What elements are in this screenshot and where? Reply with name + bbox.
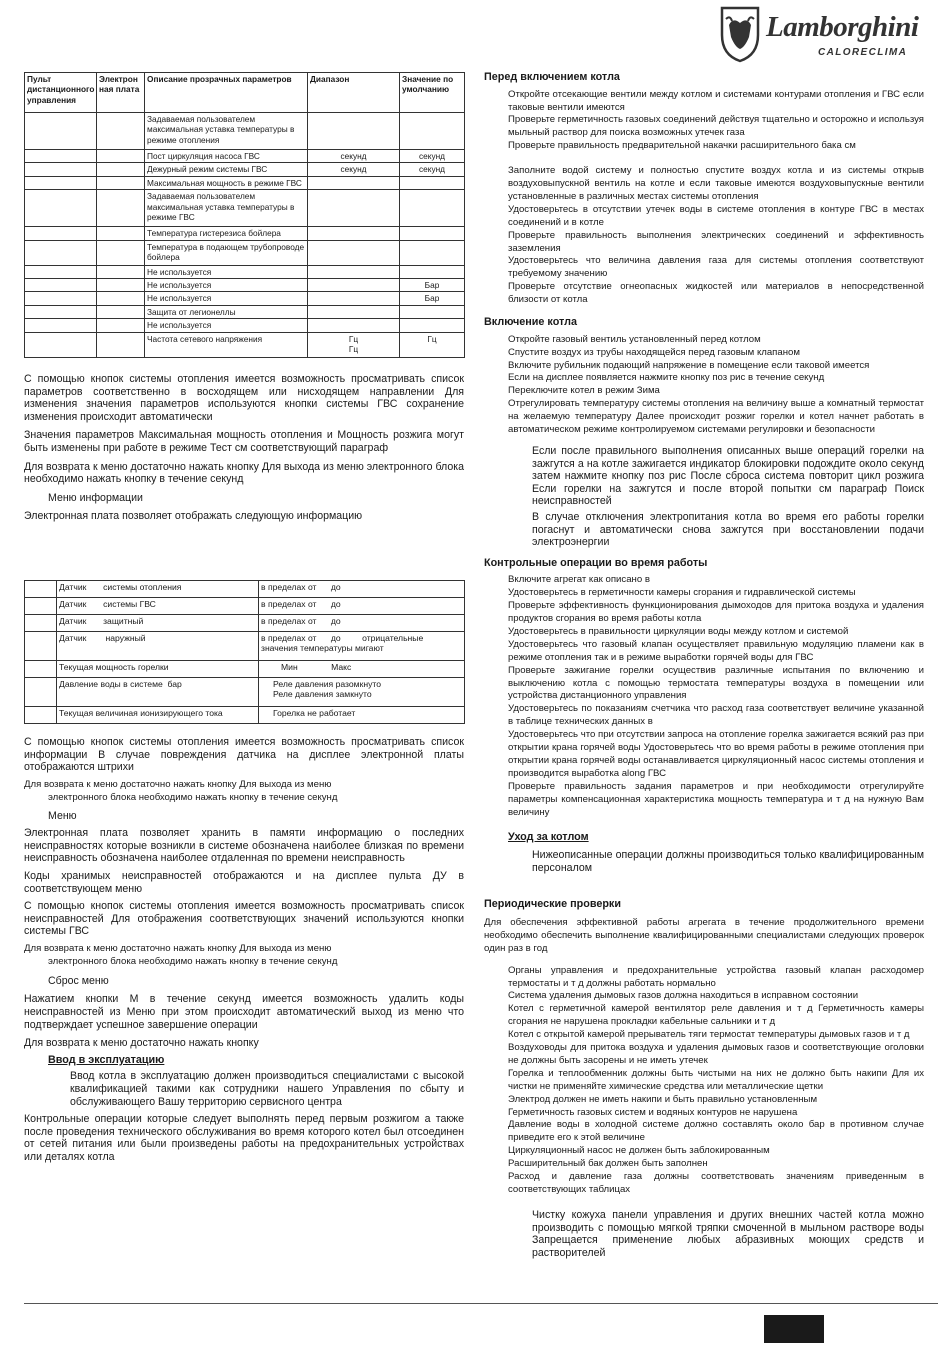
info-range: в пределах от до <box>259 598 465 615</box>
parameter-default <box>400 265 465 278</box>
list <box>484 965 924 1197</box>
table-row <box>25 292 465 305</box>
table-row <box>25 279 465 292</box>
table-row <box>25 661 465 678</box>
brand-subtitle: CALORECLIMA <box>818 47 908 58</box>
board-cell <box>97 150 145 163</box>
info-name: Давление воды в системе бар <box>57 678 259 707</box>
board-cell <box>97 279 145 292</box>
remote-cell <box>25 190 97 227</box>
list-item: Электрод должен не иметь накипи и быть правильно установленным <box>508 1093 818 1105</box>
remote-cell <box>25 176 97 189</box>
parameter-default: Бар <box>400 292 465 305</box>
table-row <box>25 305 465 318</box>
table-row <box>25 598 465 615</box>
parameter-description: Не используется <box>145 279 308 292</box>
list-item: Откройте газовый вентиль установленный перед котлом <box>508 333 761 345</box>
list-item: Проверьте зажигание горелки осуществив различные испытания по включению и выключению котла с помощью термостата температуры воздуха в помещении или устройства дистанционного управления <box>508 664 924 702</box>
list-item: Отрегулировать температуру системы отопления на величину выше а комнатный термостат на желаемую температуру Далее происходит розжиг горелки и котел начнет работать в автоматическом режиме контролируемом системами регулировки и безопасности <box>508 398 924 436</box>
table-row <box>25 227 465 240</box>
parameter-range: секунд <box>308 163 400 176</box>
brand-logo <box>718 5 933 65</box>
list-item: Горелка и теплообменник должны быть чистыми на них не должно быть накипи Для их чистки не применяйте химические средства или металлические щетки <box>508 1067 924 1092</box>
section-label-reset-menu: Сброс меню <box>48 974 109 987</box>
note: Нижеописанные операции должны производиться только квалифицированным персоналом <box>532 849 924 874</box>
info-range: Горелка не работает <box>259 707 465 724</box>
table-row <box>25 615 465 632</box>
section-heading-before-start: Перед включением котла <box>484 71 620 83</box>
parameter-range: секунд <box>308 150 400 163</box>
table-row <box>25 678 465 707</box>
board-cell <box>97 113 145 150</box>
paragraph: электронного блока необходимо нажать кнопку в течение секунд <box>48 791 338 803</box>
section-heading-care: Уход за котлом <box>508 830 589 843</box>
parameter-range <box>308 319 400 332</box>
column-header: Диапазон <box>308 73 400 113</box>
parameter-description: Дежурный режим системы ГВС <box>145 163 308 176</box>
info-range: в пределах от до <box>259 615 465 632</box>
list-item: Проверьте герметичность газовых соединений действуя тщательно и осторожно и используя мыльный раствор для поиска возможных утечек газа <box>508 114 924 139</box>
board-cell <box>97 240 145 265</box>
table-row <box>25 176 465 189</box>
parameter-default <box>400 227 465 240</box>
list-item: Проверьте эффективность функционирования дымоходов для притока воздуха и удаления продуктов сгорания во время работы котла <box>508 600 924 624</box>
board-cell <box>97 305 145 318</box>
code-cell <box>25 678 57 707</box>
parameter-default <box>400 305 465 318</box>
parameter-description: Температура гистерезиса бойлера <box>145 227 308 240</box>
info-name: Датчик системы ГВС <box>57 598 259 615</box>
table-row <box>25 319 465 332</box>
paragraph: С помощью кнопок системы отопления имеется возможность просматривать список неисправностей Для отображения соответствующих значений используются кнопки системы ГВС <box>24 900 464 938</box>
table-row <box>25 163 465 176</box>
parameters-table <box>24 72 465 358</box>
bull-shield-icon <box>718 5 762 63</box>
column-header: Описание прозрачных параметров <box>145 73 308 113</box>
paragraph: Для обеспечения эффективной работы агрегата в течение продолжительного времени необходимо обеспечить выполнение квалифицированными специалистами следующих проверок один раз в год <box>484 916 924 954</box>
paragraph: С помощью кнопок системы отопления имеется возможность просматривать список информации В случае повреждения датчика на дисплее электронной платы отображаются штрихи <box>24 736 464 774</box>
remote-cell <box>25 240 97 265</box>
paragraph: Нажатием кнопки М в течение секунд имеется возможность удалить коды неисправностей из Меню при этом происходит автоматический выход из меню что подтверждает успешное завершение операции <box>24 993 464 1031</box>
parameter-description: Защита от легионеллы <box>145 305 308 318</box>
code-cell <box>25 581 57 598</box>
list-item: Проверьте отсутствие огнеопасных жидкостей или материалов в непосредственной близости от котла <box>508 281 924 306</box>
info-range: в пределах от до отрицательные значения температуры мигают <box>259 632 465 661</box>
list <box>484 89 924 308</box>
info-name: Датчик защитный <box>57 615 259 632</box>
board-cell <box>97 265 145 278</box>
left-column <box>24 373 464 523</box>
list-item: Включите агрегат как описано в <box>508 574 650 586</box>
list-item: Проверьте правильность выполнения электрических соединений и эффективность заземления <box>508 229 924 254</box>
remote-cell <box>25 292 97 305</box>
list-item: Давление воды в холодной системе должно составлять около бар в противном случае приведите его к этой величине <box>508 1119 924 1144</box>
info-name: Датчик наружный <box>57 632 259 661</box>
remote-cell <box>25 113 97 150</box>
parameter-description: Частота сетевого напряжения <box>145 332 308 357</box>
column-header: Электрон ная плата <box>97 73 145 113</box>
parameter-default: секунд <box>400 150 465 163</box>
info-name: Текущая мощность горелки <box>57 661 259 678</box>
list-item: Котел с герметичной камерой вентилятор реле давления и т д Герметичность камеры сгорания не нарушена прокладки кабельные сальники и т д <box>508 1003 924 1028</box>
list-item: Проверьте правильность задания параметров и при необходимости отрегулируйте параметры компенсационная характеристика мощность температура и т д на нужную Вам величину <box>508 780 924 818</box>
list-item: Герметичность газовых систем и водяных контуров не нарушена <box>508 1106 798 1118</box>
paragraph: Ввод котла в эксплуатацию должен производиться специалистами с высокой квалификацией такими как сотрудники нашего Управления по сбыту и обслуживающего Вашу территорию сервисного центра <box>70 1070 464 1108</box>
code-cell <box>25 707 57 724</box>
board-cell <box>97 163 145 176</box>
parameter-default <box>400 240 465 265</box>
parameter-description: Пост циркуляция насоса ГВС <box>145 150 308 163</box>
remote-cell <box>25 227 97 240</box>
list-item: Система удаления дымовых газов должна находиться в исправном состоянии <box>508 990 859 1002</box>
remote-cell <box>25 265 97 278</box>
table-row <box>25 150 465 163</box>
code-cell <box>25 632 57 661</box>
list-item: Расход и давление газа должны соответствовать значениям приведенным в соответствующих таблицах <box>508 1171 924 1195</box>
info-range: в пределах от до <box>259 581 465 598</box>
paragraph: Для возврата к меню достаточно нажать кнопку Для выхода из меню <box>24 942 332 954</box>
remote-cell <box>25 305 97 318</box>
paragraph: Для возврата к меню достаточно нажать кнопку Для выхода из меню <box>24 778 332 790</box>
board-cell <box>97 190 145 227</box>
code-cell <box>25 598 57 615</box>
parameter-default <box>400 113 465 150</box>
table-row <box>25 240 465 265</box>
table-row <box>25 265 465 278</box>
table-row <box>25 707 465 724</box>
paragraph: Значения параметров Максимальная мощность отопления и Мощность розжига могут быть изменены при работе в режиме Тест см соответствующий параграф <box>24 429 464 454</box>
footer-divider <box>24 1303 938 1304</box>
remote-cell <box>25 150 97 163</box>
column-header: Значение по умолчанию <box>400 73 465 113</box>
section-label-menu: Меню <box>48 809 77 822</box>
parameter-description: Не используется <box>145 265 308 278</box>
paragraph: С помощью кнопок системы отопления имеется возможность просматривать список параметров соответственно в восходящем или нисходящем направлении Для изменения значения параметров используются кнопки системы ГВС сохранение изменения происходит автоматически <box>24 373 464 423</box>
paragraph: Электронная плата позволяет хранить в памяти информацию о последних неисправностях которые возникли в системе обозначена наиболее близкая по времени неисправность обозначена наиболее отдаленная по времени неисправность <box>24 827 464 865</box>
parameter-range <box>308 227 400 240</box>
info-range: Мин Макс <box>259 661 465 678</box>
list-item: Удостоверьтесь в правильности циркуляции воды между котлом и системой <box>508 625 849 637</box>
code-cell <box>25 615 57 632</box>
column-header: Пульт дистанционного управления <box>25 73 97 113</box>
info-range: Реле давления разомкнуто Реле давления замкнуто <box>259 678 465 707</box>
note: Если после правильного выполнения описанных выше операций горелки на зажгутся а на котле зажигается индикатор блокировки подождите около секунд затем нажмите кнопку поз рис После сброса система повторит цикл розжига Если горелки на зажгутся и после второй попытки см параграф Поиск неисправностей <box>532 444 924 508</box>
list-item: Удостоверьтесь по показаниям счетчика что расход газа соответствует величине указанной в таблице технических данных в <box>508 703 924 728</box>
table-row <box>25 581 465 598</box>
list-item: Органы управления и предохранительные устройства газовый клапан расходомер термостаты и т д должны работать нормально <box>508 964 924 989</box>
parameter-range <box>308 279 400 292</box>
paragraph: электронного блока необходимо нажать кнопку в течение секунд <box>48 955 338 967</box>
section-label-info-menu: Меню информации <box>48 491 143 504</box>
parameter-description: Не используется <box>145 319 308 332</box>
board-cell <box>97 176 145 189</box>
table-row <box>25 632 465 661</box>
table-header-row <box>25 73 465 113</box>
list-item: Удостоверьтесь что газовый клапан осуществляет правильную модуляцию пламени как в режиме отопления так и в режиме выработки горячей воды для ГВС <box>508 638 924 663</box>
parameter-default <box>400 176 465 189</box>
page-number-box <box>764 1315 824 1343</box>
parameter-range <box>308 176 400 189</box>
table-row <box>25 190 465 227</box>
table-row <box>25 113 465 150</box>
list-item: Спустите воздух из трубы находящейся перед газовым клапаном <box>508 346 800 358</box>
parameter-description: Температура в подающем трубопроводе бойлера <box>145 240 308 265</box>
section-heading-commissioning: Ввод в эксплуатацию <box>48 1053 165 1066</box>
info-table <box>24 580 465 724</box>
remote-cell <box>25 163 97 176</box>
table-row <box>25 332 465 357</box>
list-item: Включите рубильник подающий напряжение в помещение если таковой имеется <box>508 359 870 371</box>
note: В случае отключения электропитания котла во время его работы горелки погаснут и автоматически снова зажгутся при восстановлении подачи электроэнергии <box>532 510 924 549</box>
section-heading-periodic: Периодические проверки <box>484 898 621 911</box>
parameter-range <box>308 240 400 265</box>
board-cell <box>97 292 145 305</box>
right-column <box>484 71 924 1259</box>
paragraph: Контрольные операции которые следует выполнять перед первым розжигом а также после проведения технического обслуживания во время которого котел был отсоединен от сетей питания или были произведены работы на предохранительных устройствах или деталях котла <box>24 1113 464 1163</box>
note: Чистку кожуха панели управления и других внешних частей котла можно производить с помощью мягкой тряпки смоченной в мыльном растворе воды Запрещается применение любых абразивных моющих средств и растворителей <box>532 1208 924 1259</box>
board-cell <box>97 227 145 240</box>
parameter-default <box>400 319 465 332</box>
parameter-default: Гц <box>400 332 465 357</box>
parameter-default <box>400 190 465 227</box>
list <box>484 574 924 819</box>
parameter-description: Не используется <box>145 292 308 305</box>
info-name: Датчик системы отопления <box>57 581 259 598</box>
list-item: Циркуляционный насос не должен быть заблокированным <box>508 1145 770 1157</box>
list-item: Удостоверьтесь что при отсутствии запроса на отопление горелка зажигается всякий раз при открытии крана горячей воды Удостоверьтесь что во время работы в режиме отопления при открытии крана горячей воды останавливается циркуляционный насос системы отопления и производится выработка along ГВС <box>508 729 924 779</box>
list-item: Удостоверьтесь что величина давления газа для системы отопления соответствуют требуемому значению <box>508 255 924 280</box>
paragraph: Коды хранимых неисправностей отображаются и на дисплее пульта ДУ в соответствующем меню <box>24 869 464 895</box>
section-heading-boiler-start: Включение котла <box>484 316 578 329</box>
parameter-range <box>308 190 400 227</box>
remote-cell <box>25 332 97 357</box>
board-cell <box>97 319 145 332</box>
parameter-range: Гц Гц <box>308 332 400 357</box>
info-name: Текущая величиная ионизирующего тока <box>57 707 259 724</box>
brand-name: Lamborghini <box>766 11 919 43</box>
parameter-default: секунд <box>400 163 465 176</box>
remote-cell <box>25 319 97 332</box>
parameter-range <box>308 113 400 150</box>
list-item: Удостоверьтесь в отсутствии утечек воды в системе отопления в контуре ГВС в местах соединений и в котле <box>508 203 924 228</box>
list-item: Удостоверьтесь в герметичности камеры сгорания и гидравлической системы <box>508 587 856 599</box>
list-item: Котел с открытой камерой прерыватель тяги термостат температуры дымовых газов и т д <box>508 1029 910 1041</box>
list-item: Переключите котел в режим Зима <box>508 385 660 397</box>
paragraph: Для возврата к меню достаточно нажать кнопку <box>24 1037 259 1050</box>
board-cell <box>97 332 145 357</box>
parameter-range <box>308 305 400 318</box>
code-cell <box>25 661 57 678</box>
list <box>484 334 924 437</box>
parameter-range <box>308 265 400 278</box>
remote-cell <box>25 279 97 292</box>
list-item: Откройте отсекающие вентили между котлом и системами контурами отопления и ГВС если таковые вентили имеются <box>508 88 924 113</box>
parameter-description: Максимальная мощность в режиме ГВС <box>145 176 308 189</box>
parameter-range <box>308 292 400 305</box>
left-column-lower <box>24 736 464 1163</box>
list-item: Проверьте правильность предварительной накачки расширительного бака см <box>508 140 856 152</box>
parameter-default: Бар <box>400 279 465 292</box>
list-item: Воздуховоды для притока воздуха и удаления дымовых газов и соответствующие оголовки не должны быть засорены и не иметь утечек <box>508 1042 924 1066</box>
paragraph: Для возврата к меню достаточно нажать кнопку Для выхода из меню электронного блока необходимо нажать кнопку в течение секунд <box>24 460 464 486</box>
list-item: Если на дисплее появляется нажмите кнопку поз рис в течение секунд <box>508 372 825 384</box>
parameter-description: Задаваемая пользователем максимальная уставка температуры в режиме ГВС <box>145 190 308 227</box>
parameter-description: Задаваемая пользователем максимальная уставка температуры в режиме отопления <box>145 113 308 150</box>
list-item: Расширительный бак должен быть заполнен <box>508 1158 708 1170</box>
list-item: Заполните водой систему и полностью спустите воздух котла и из системы открыв воздуховыпускной вентиль на котле и если таковые имеются воздуховыпускные вентили установленные в различных местах системы отопления <box>508 165 924 202</box>
paragraph: Электронная плата позволяет отображать следующую информацию <box>24 510 363 523</box>
section-heading-control: Контрольные операции во время работы <box>484 556 708 569</box>
